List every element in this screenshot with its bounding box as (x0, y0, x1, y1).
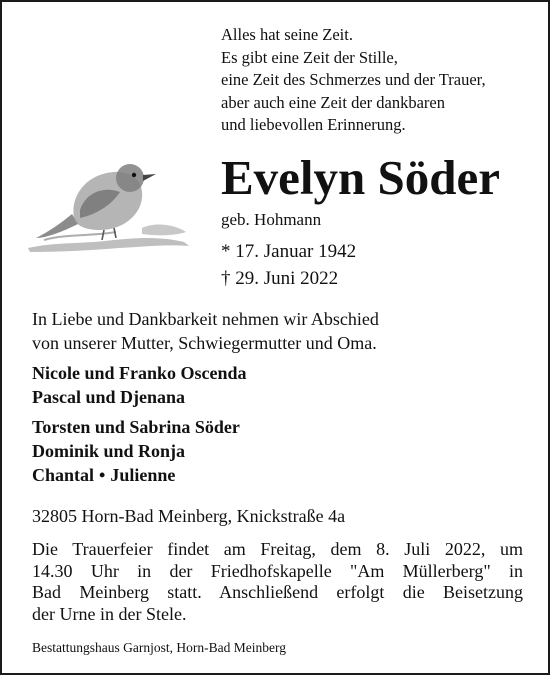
mourners-group-2 (32, 415, 532, 487)
grandchild-name: Chantal (32, 465, 95, 485)
birth-date: * 17. Januar 1942 (221, 241, 357, 262)
service-line: der Urne in der Stele. (32, 603, 187, 624)
poem-line: aber auch eine Zeit der dankbaren (221, 92, 445, 112)
funeral-service-text (32, 539, 523, 625)
grandchild-name: Julienne (110, 465, 176, 485)
poem-line: eine Zeit des Schmerzes und der Trauer, (221, 70, 486, 89)
farewell-line: In Liebe und Dankbarkeit nehmen wir Abschied (32, 309, 379, 329)
service-line: Bad Meinberg statt. Anschließend erfolgt die Beisetzung (32, 582, 523, 602)
farewell-line: von unserer Mutter, Schwiegermutter und Oma. (32, 332, 377, 353)
undertaker-credit: Bestattungshaus Garnjost, Horn-Bad Meinberg (32, 640, 286, 655)
poem-line: Es gibt eine Zeit der Stille, (221, 47, 398, 67)
mourner-line: Torsten und Sabrina Söder (32, 417, 240, 437)
death-date: † 29. Juni 2022 (221, 268, 339, 289)
farewell-text (32, 308, 537, 355)
service-line: 14.30 Uhr in der Friedhofskapelle "Am Müllerberg" in (32, 560, 523, 581)
family-address: 32805 Horn-Bad Meinberg, Knickstraße 4a (32, 506, 346, 526)
bird-on-branch-icon (24, 152, 199, 257)
mourner-line: Dominik und Ronja (32, 441, 186, 461)
mourners-group-1 (32, 361, 532, 409)
mourner-line: Pascal und Djenana (32, 387, 186, 407)
poem-line: Alles hat seine Zeit. (221, 25, 353, 44)
mourner-line: Nicole und Franko Oscenda (32, 363, 247, 383)
bullet-separator: • (99, 465, 106, 485)
poem-line: und liebevollen Erinnerung. (221, 115, 406, 134)
deceased-name: Evelyn Söder (221, 150, 501, 205)
maiden-name: geb. Hohmann (221, 210, 322, 229)
service-line: Die Trauerfeier findet am Freitag, dem 8. Juli 2022, um (32, 539, 523, 559)
grandchildren-line (32, 463, 532, 487)
poem (221, 24, 541, 137)
